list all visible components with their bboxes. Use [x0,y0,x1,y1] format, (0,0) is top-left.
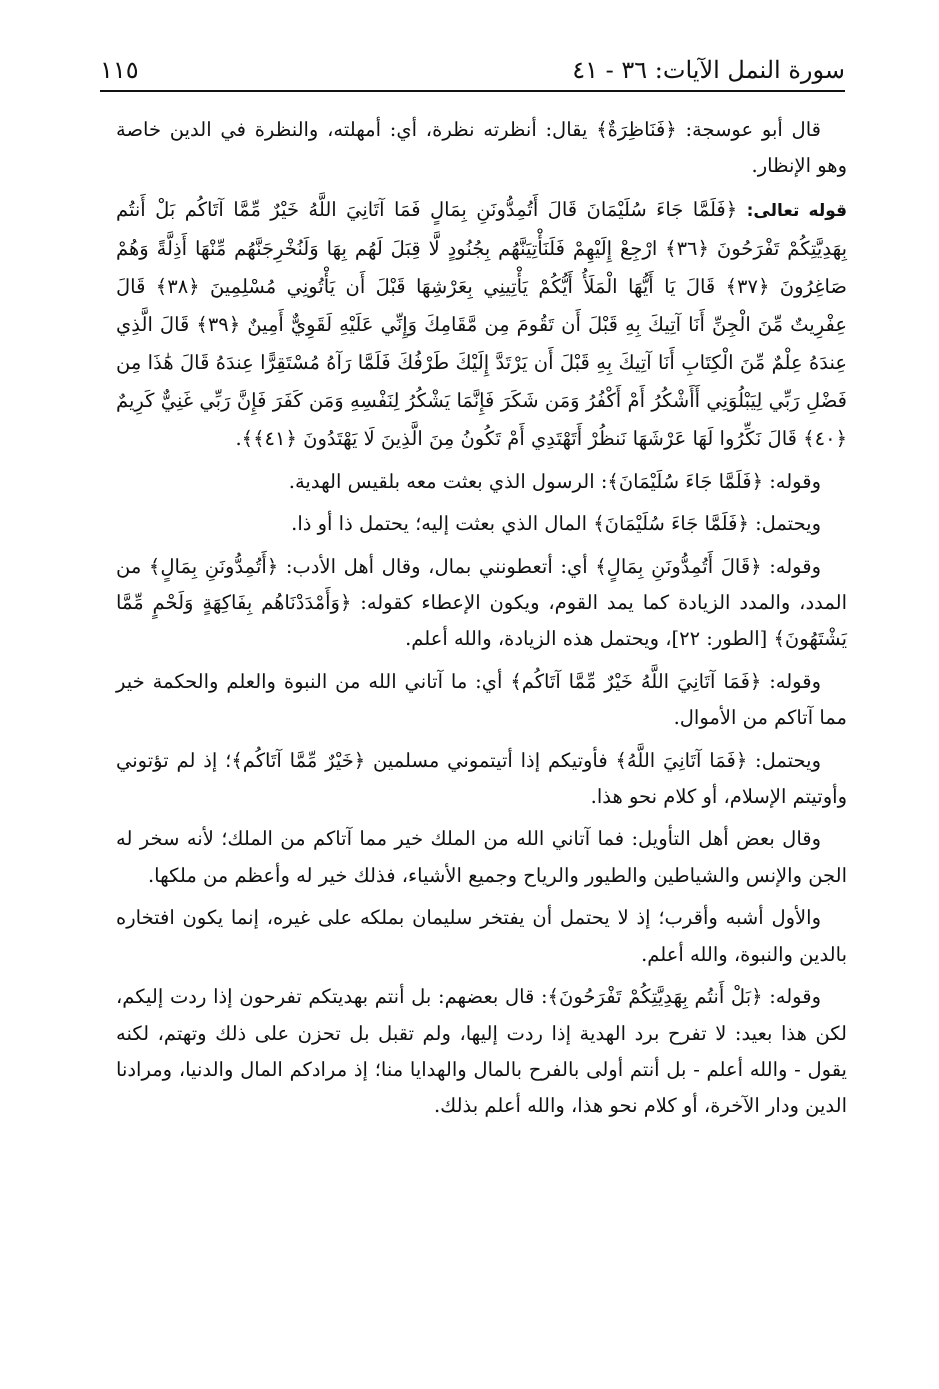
paragraph: وقوله: ﴿فَلَمَّا جَاءَ سُلَيْمَانَ﴾: الرسول الذي بعثت معه بلقيس الهدية. [288,469,821,493]
quran-verse-block [116,191,847,458]
page-header [100,48,845,92]
paragraph: قال أبو عوسجة: ﴿فَنَاظِرَةٌ﴾ يقال: أنظرته نظرة، أي: أمهلته، والنظرة في الدين خاصة وهو الإنظار. [116,118,847,178]
paragraph: وقال بعض أهل التأويل: فما آتاني الله من الملك خير مما آتاكم من الملك؛ لأنه سخر له الجن والإنس والشياطين والطيور والرياح وجميع الأشياء، فذلك خير له وأعظم من ملكها. [116,827,847,887]
verse-lead: قوله تعالى: [746,200,847,221]
verse-text: ﴿فَلَمَّا جَاءَ سُلَيْمَانَ قَالَ أَتُمِدُّونَنِ بِمَالٍ فَمَا آتَانِيَ اللَّهُ خَيْرٌ مِّمَّا آتَاكُم بَلْ أَنتُم بِهَدِيَّتِكُمْ تَفْرَحُونَ ﴿٣٦﴾ ارْجِعْ إِلَيْهِمْ فَلَنَأْتِيَنَّهُم بِجُنُودٍ لَّا قِبَلَ لَهُم بِهَا وَلَنُخْرِجَنَّهُم مِّنْهَا أَذِلَّةً وَهُمْ صَاغِرُونَ ﴿٣٧﴾ قَالَ يَا أَيُّهَا الْمَلَأُ أَيُّكُمْ يَأْتِينِي بِعَرْشِهَا قَبْلَ أَن يَأْتُونِي مُسْلِمِينَ ﴿٣٨﴾ قَالَ عِفْرِيتٌ مِّنَ الْجِنِّ أَنَا آتِيكَ بِهِ قَبْلَ أَن تَقُومَ مِن مَّقَامِكَ وَإِنِّي عَلَيْهِ لَقَوِيٌّ أَمِينٌ ﴿٣٩﴾ قَالَ الَّذِي عِندَهُ عِلْمٌ مِّنَ الْكِتَابِ أَنَا آتِيكَ بِهِ قَبْلَ أَن يَرْتَدَّ إِلَيْكَ طَرْفُكَ فَلَمَّا رَآهُ مُسْتَقِرًّا عِندَهُ قَالَ هَٰذَا مِن فَضْلِ رَبِّي لِيَبْلُوَنِي أَأَشْكُرُ أَمْ أَكْفُرُ وَمَن شَكَرَ فَإِنَّمَا يَشْكُرُ لِنَفْسِهِ وَمَن كَفَرَ فَإِنَّ رَبِّي غَنِيٌّ كَرِيمٌ ﴿٤٠﴾ قَالَ نَكِّرُوا لَهَا عَرْشَهَا نَنظُرْ أَتَهْتَدِي أَمْ تَكُونُ مِنَ الَّذِينَ لَا يَهْتَدُونَ ﴿٤١﴾﴾. [116,197,847,450]
paragraph: وقوله: ﴿قَالَ أَتُمِدُّونَنِ بِمَالٍ﴾ أي: أتعطونني بمال، وقال أهل الأدب: ﴿أَتُمِدُّونَنِ بِمَالٍ﴾ من المدد، والمدد الزيادة كما يمد القوم، ويكون الإعطاء كقوله: ﴿وَأَمْدَدْنَاهُم بِفَاكِهَةٍ وَلَحْمٍ مِّمَّا يَشْتَهُونَ﴾ [الطور: ٢٢]، ويحتمل هذه الزيادة، والله أعلم. [116,554,847,651]
paragraph: ويحتمل: ﴿فَلَمَّا جَاءَ سُلَيْمَانَ﴾ المال الذي بعثت إليه؛ يحتمل ذا أو ذا. [291,512,821,536]
page-body [116,112,847,1131]
page-number: ١١٥ [100,56,139,84]
paragraph: وقوله: ﴿بَلْ أَنتُم بِهَدِيَّتِكُمْ تَفْرَحُونَ﴾: قال بعضهم: بل أنتم بهديتكم تفرحون إذا ردت إليكم، لكن هذا بعيد: لا تفرح برد الهدية إذا ردت إليها، ولم تقبل بل تحزن على ذلك وتهتم، لكنه يقول - والله أعلم - بل أنتم أولى بالفرح بالمال والهدايا منا؛ إذ مرادكم المال والدنيا، ومرادنا الدين ودار الآخرة، أو كلام نحو هذا، والله أعلم بذلك. [116,985,847,1118]
paragraph: ويحتمل: ﴿فَمَا آتَانِيَ اللَّهُ﴾ فأوتيكم إذا أتيتموني مسلمين ﴿خَيْرٌ مِّمَّا آتَاكُم﴾؛ إذ لم تؤتوني وأوتيتم الإسلام، أو كلام نحو هذا. [116,748,847,809]
running-title: سورة النمل الآيات: ٣٦ - ٤١ [572,56,845,84]
paragraph: والأول أشبه وأقرب؛ إذ لا يحتمل أن يفتخر سليمان بملكه على غيره، إنما يكون افتخاره بالدين والنبوة، والله أعلم. [116,906,847,966]
paragraph: وقوله: ﴿فَمَا آتَانِيَ اللَّهُ خَيْرٌ مِّمَّا آتَاكُم﴾ أي: ما آتاني الله من النبوة والعلم والحكمة خير مما آتاكم من الأموال. [116,669,847,730]
